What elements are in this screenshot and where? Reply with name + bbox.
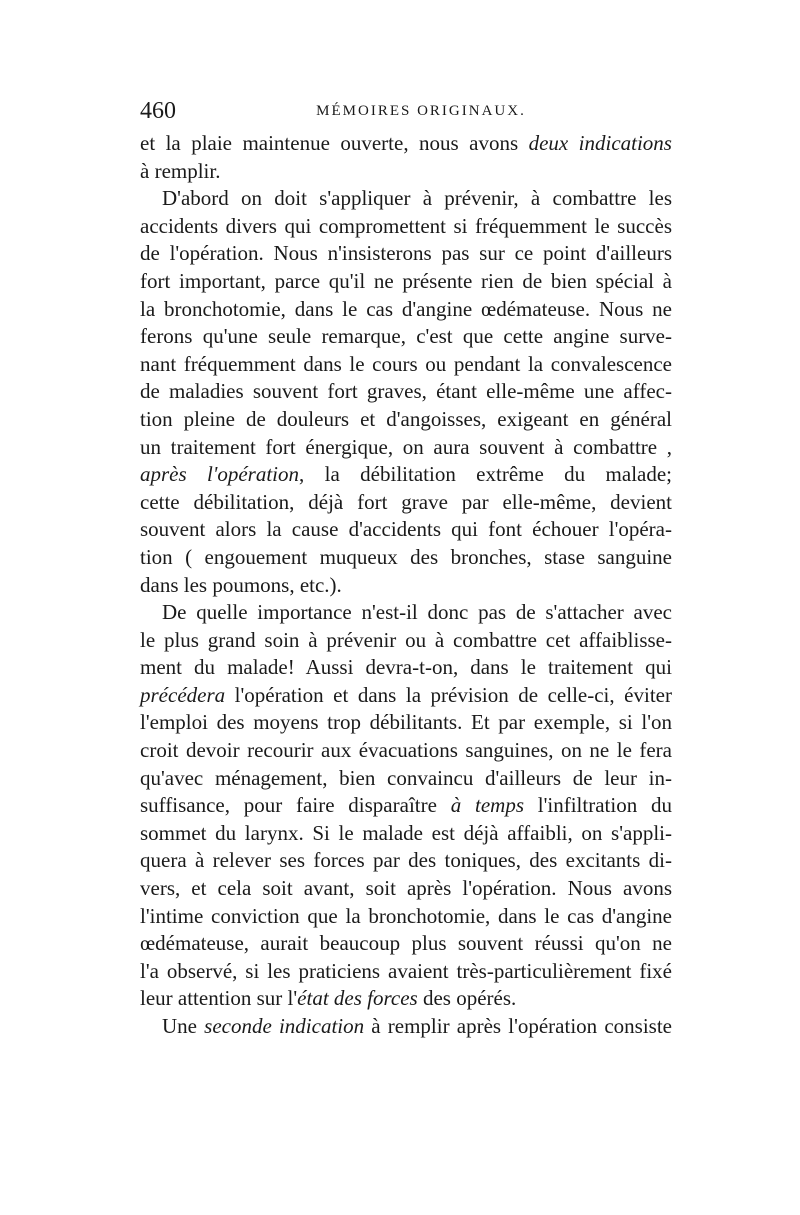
text-line	[140, 792, 672, 820]
text-run: leur attention sur l'	[140, 986, 298, 1011]
text-run: souvent alors la cause d'accidents qui font échouer l'opéra-	[140, 517, 672, 542]
text-line	[140, 323, 672, 351]
text-run: un traitement fort énergique, on aura souvent à combattre ,	[140, 434, 672, 459]
text-line	[140, 378, 672, 406]
text-run: D'abord on doit s'appliquer à prévenir, à combattre les	[162, 186, 672, 211]
text-line	[140, 461, 672, 489]
text-run: vers, et cela soit avant, soit après l'opération. Nous avons	[140, 876, 672, 901]
text-run: ment du malade! Aussi devra-t-on, dans le traitement qui	[140, 655, 672, 680]
running-title: MÉMOIRES ORIGINAUX.	[316, 103, 526, 119]
text-line	[140, 985, 672, 1013]
body-text	[140, 130, 672, 1041]
text-line	[140, 875, 672, 903]
text-run: la bronchotomie, dans le cas d'angine œdémateuse. Nous ne	[140, 296, 672, 321]
text-run: et la plaie maintenue ouverte, nous avons	[140, 131, 529, 155]
text-run: dans les poumons, etc.).	[140, 572, 342, 597]
text-line	[140, 654, 672, 682]
text-run: l'emploi des moyens trop débilitants. Et par exemple, si l'on	[140, 710, 672, 735]
text-line	[140, 213, 672, 241]
italic-run: à temps	[450, 793, 524, 818]
page-header	[140, 96, 672, 126]
text-line	[140, 240, 672, 268]
text-line	[140, 572, 672, 600]
text-line	[140, 599, 672, 627]
text-run: l'infiltration du	[524, 793, 672, 818]
text-line	[140, 296, 672, 324]
text-line	[140, 158, 672, 186]
text-run: l'opération et dans la prévision de celle-ci, éviter	[225, 682, 672, 707]
text-line	[140, 709, 672, 737]
text-run: croit devoir recourir aux évacuations sanguines, on ne le fera	[140, 738, 672, 763]
italic-run: seconde indication	[204, 1014, 365, 1038]
text-run: suffisance, pour faire disparaître	[140, 793, 451, 818]
italic-run: deux indications	[528, 131, 672, 155]
text-line	[140, 351, 672, 379]
text-run: De quelle importance n'est-il donc pas de s'attacher avec	[162, 600, 672, 625]
text-run: à remplir après l'opération consiste	[364, 1014, 672, 1038]
text-run: de maladies souvent fort graves, étant elle-même une affec-	[140, 379, 672, 404]
text-line	[140, 930, 672, 958]
text-line	[140, 1013, 672, 1041]
page-number: 460	[140, 98, 176, 124]
text-run: nant fréquemment dans le cours ou pendant la convalescence	[140, 351, 672, 376]
text-line	[140, 516, 672, 544]
text-line	[140, 185, 672, 213]
text-line	[140, 765, 672, 793]
text-run: l'intime conviction que la bronchotomie, dans le cas d'angine	[140, 903, 672, 928]
text-line	[140, 434, 672, 462]
text-line	[140, 682, 672, 710]
text-run: quera à relever ses forces par des toniques, des excitants di-	[140, 848, 672, 873]
text-run: de l'opération. Nous n'insisterons pas sur ce point d'ailleurs	[140, 241, 672, 266]
text-run: le plus grand soin à prévenir ou à combattre cet affaiblisse-	[140, 627, 672, 652]
text-run: sommet du larynx. Si le malade est déjà affaibli, on s'appli-	[140, 820, 672, 845]
text-run: ferons qu'une seule remarque, c'est que cette angine surve-	[140, 324, 672, 349]
text-run: des opérés.	[417, 986, 517, 1011]
text-run: fort important, parce qu'il ne présente rien de bien spécial à	[140, 268, 672, 293]
text-run: tion pleine de douleurs et d'angoisses, exigeant en général	[140, 406, 672, 431]
text-run: , la débilitation extrême du malade;	[299, 462, 672, 487]
text-line	[140, 903, 672, 931]
text-line	[140, 130, 672, 158]
text-line	[140, 268, 672, 296]
text-run: l'a observé, si les praticiens avaient très-particulièrement fixé	[140, 958, 672, 983]
text-line	[140, 406, 672, 434]
text-line	[140, 820, 672, 848]
text-run: cette débilitation, déjà fort grave par elle-même, devient	[140, 489, 672, 514]
text-line	[140, 489, 672, 517]
italic-run: état des forces	[297, 986, 418, 1011]
text-line	[140, 737, 672, 765]
text-run: œdémateuse, aurait beaucoup plus souvent réussi qu'on ne	[140, 931, 672, 956]
text-run: qu'avec ménagement, bien convaincu d'ailleurs de leur in-	[140, 765, 672, 790]
italic-run: précédera	[140, 682, 226, 707]
italic-run: après l'opération	[140, 462, 300, 487]
text-run: Une	[162, 1014, 205, 1038]
text-line	[140, 847, 672, 875]
text-run: accidents divers qui compromettent si fréquemment le succès	[140, 213, 672, 238]
text-line	[140, 544, 672, 572]
text-run: à remplir.	[140, 158, 221, 183]
text-run: tion ( engouement muqueux des bronches, stase sanguine	[140, 544, 672, 569]
text-line	[140, 958, 672, 986]
text-line	[140, 627, 672, 655]
